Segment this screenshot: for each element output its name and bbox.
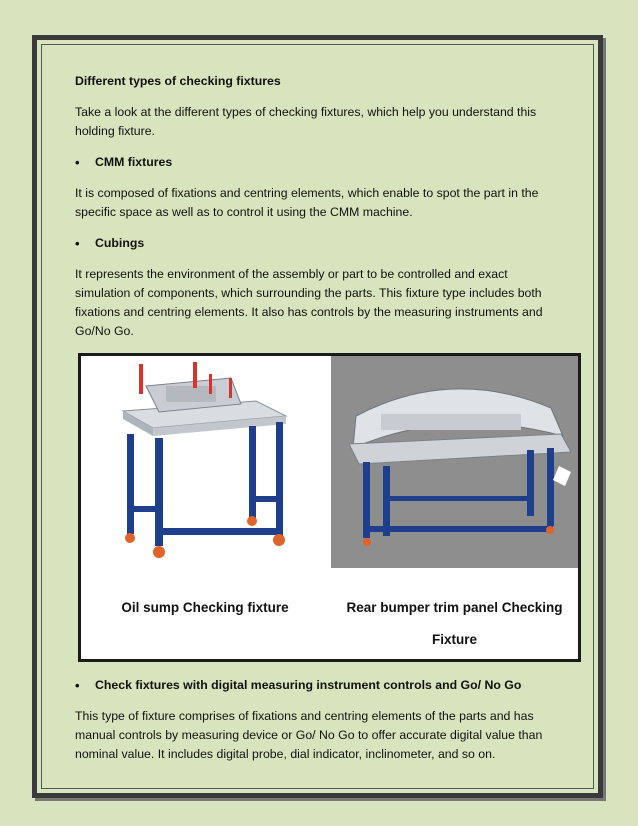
- bullet-icon: •: [75, 155, 80, 170]
- bullet-title: Check fixtures with digital measuring instrument controls and Go/ No Go: [95, 678, 522, 692]
- document-body: [75, 72, 565, 776]
- bullet-title: Cubings: [95, 236, 145, 250]
- rear-bumper-photo-background: [331, 356, 578, 568]
- right-caption-line2: Fixture: [431, 632, 477, 647]
- cubings-paragraph: It represents the environment of the assembly or part to be controlled and exact simulation of components, which surrounding the parts. This fixture type includes both fixations and centring elements. It also has controls by the measuring instruments and Go/No Go.: [75, 267, 543, 338]
- digital-check-paragraph: This type of fixture comprises of fixations and centring elements of the parts and has manual controls by measuring device or Go/ No Go to offer accurate digital value than nominal value. It includes digital probe, dial indicator, inclinometer, and so on.: [75, 709, 543, 761]
- fixtures-figure: [78, 353, 581, 662]
- bullet-digital-check-fixtures: [75, 676, 565, 695]
- bullet-cmm-fixtures: [75, 153, 565, 172]
- bullet-cubings: [75, 234, 565, 253]
- rear-bumper-panel: [331, 356, 578, 659]
- oil-sump-panel: [81, 356, 329, 659]
- rear-bumper-fixture-image: [331, 356, 578, 568]
- section-heading: Different types of checking fixtures: [75, 74, 281, 88]
- left-caption: Oil sump Checking fixture: [121, 600, 289, 615]
- right-caption-line1: Rear bumper trim panel Checking: [346, 600, 563, 615]
- bullet-icon: •: [75, 678, 80, 693]
- cmm-paragraph: It is composed of fixations and centring elements, which enable to spot the part in the specific space as well as to control it using the CMM machine.: [75, 186, 539, 219]
- bullet-title: CMM fixtures: [95, 155, 173, 169]
- bullet-icon: •: [75, 236, 80, 251]
- intro-paragraph: Take a look at the different types of checking fixtures, which help you understand this holding fixture.: [75, 105, 537, 138]
- oil-sump-fixture-image: [81, 356, 329, 586]
